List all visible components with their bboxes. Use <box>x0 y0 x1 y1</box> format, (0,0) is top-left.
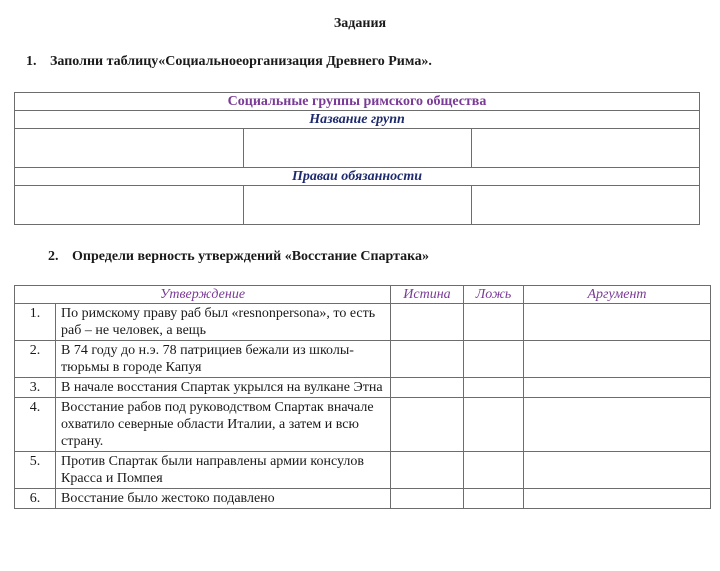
true-cell[interactable] <box>391 341 464 378</box>
task2-title <box>48 249 429 265</box>
false-column-header: Ложь <box>464 286 524 304</box>
true-cell[interactable] <box>391 304 464 341</box>
rights-cell-1[interactable] <box>15 186 244 225</box>
statement-row <box>15 378 711 398</box>
true-column-header: Истина <box>391 286 464 304</box>
statement-text: В 74 году до н.э. 78 патрициев бежали из школы-тюрьмы в городе Капуя <box>56 341 391 378</box>
statements-table <box>14 285 711 509</box>
true-cell[interactable] <box>391 398 464 452</box>
statement-row <box>15 341 711 378</box>
false-cell[interactable] <box>464 452 524 489</box>
argument-cell[interactable] <box>524 489 711 509</box>
false-cell[interactable] <box>464 398 524 452</box>
true-cell[interactable] <box>391 452 464 489</box>
statement-column-header: Утверждение <box>15 286 391 304</box>
statement-row <box>15 398 711 452</box>
false-cell[interactable] <box>464 304 524 341</box>
task1-title-text: Заполни таблицу«Социальноеорганизация Древнего Рима». <box>50 54 432 69</box>
group-name-cell-1[interactable] <box>15 129 244 168</box>
argument-cell[interactable] <box>524 304 711 341</box>
true-cell[interactable] <box>391 378 464 398</box>
statement-text: Восстание рабов под руководством Спартак вначале охватило северные области Италии, а затем и всю страну. <box>56 398 391 452</box>
rights-cell-3[interactable] <box>472 186 700 225</box>
argument-cell[interactable] <box>524 398 711 452</box>
task1-number: 1. <box>26 54 37 69</box>
statement-row <box>15 452 711 489</box>
statement-row <box>15 489 711 509</box>
false-cell[interactable] <box>464 378 524 398</box>
statement-number: 6. <box>15 489 56 509</box>
statement-number: 4. <box>15 398 56 452</box>
statement-text: Восстание было жестоко подавлено <box>56 489 391 509</box>
statement-row <box>15 304 711 341</box>
group-name-cell-3[interactable] <box>472 129 700 168</box>
statement-number: 1. <box>15 304 56 341</box>
rights-duties-header: Праваи обязанности <box>15 168 700 186</box>
statement-number: 3. <box>15 378 56 398</box>
true-cell[interactable] <box>391 489 464 509</box>
task2-title-text: Определи верность утверждений «Восстание Спартака» <box>72 249 430 264</box>
statement-number: 2. <box>15 341 56 378</box>
false-cell[interactable] <box>464 341 524 378</box>
statement-text: В начале восстания Спартак укрылся на вулкане Этна <box>56 378 391 398</box>
task1-title <box>26 54 432 70</box>
argument-cell[interactable] <box>524 452 711 489</box>
groups-table-header: Социальные группы римского общества <box>15 93 700 111</box>
task2-number: 2. <box>48 249 59 264</box>
statement-text: Против Спартак были направлены армии консулов Красса и Помпея <box>56 452 391 489</box>
argument-cell[interactable] <box>524 341 711 378</box>
page-heading: Задания <box>333 16 387 31</box>
statement-text: По римскому праву раб был «resnonpersona», то есть раб – не человек, а вещь <box>56 304 391 341</box>
argument-column-header: Аргумент <box>524 286 711 304</box>
rights-cell-2[interactable] <box>244 186 472 225</box>
argument-cell[interactable] <box>524 378 711 398</box>
social-groups-table <box>14 92 700 225</box>
false-cell[interactable] <box>464 489 524 509</box>
group-names-header: Название групп <box>15 111 700 129</box>
statement-number: 5. <box>15 452 56 489</box>
group-name-cell-2[interactable] <box>244 129 472 168</box>
